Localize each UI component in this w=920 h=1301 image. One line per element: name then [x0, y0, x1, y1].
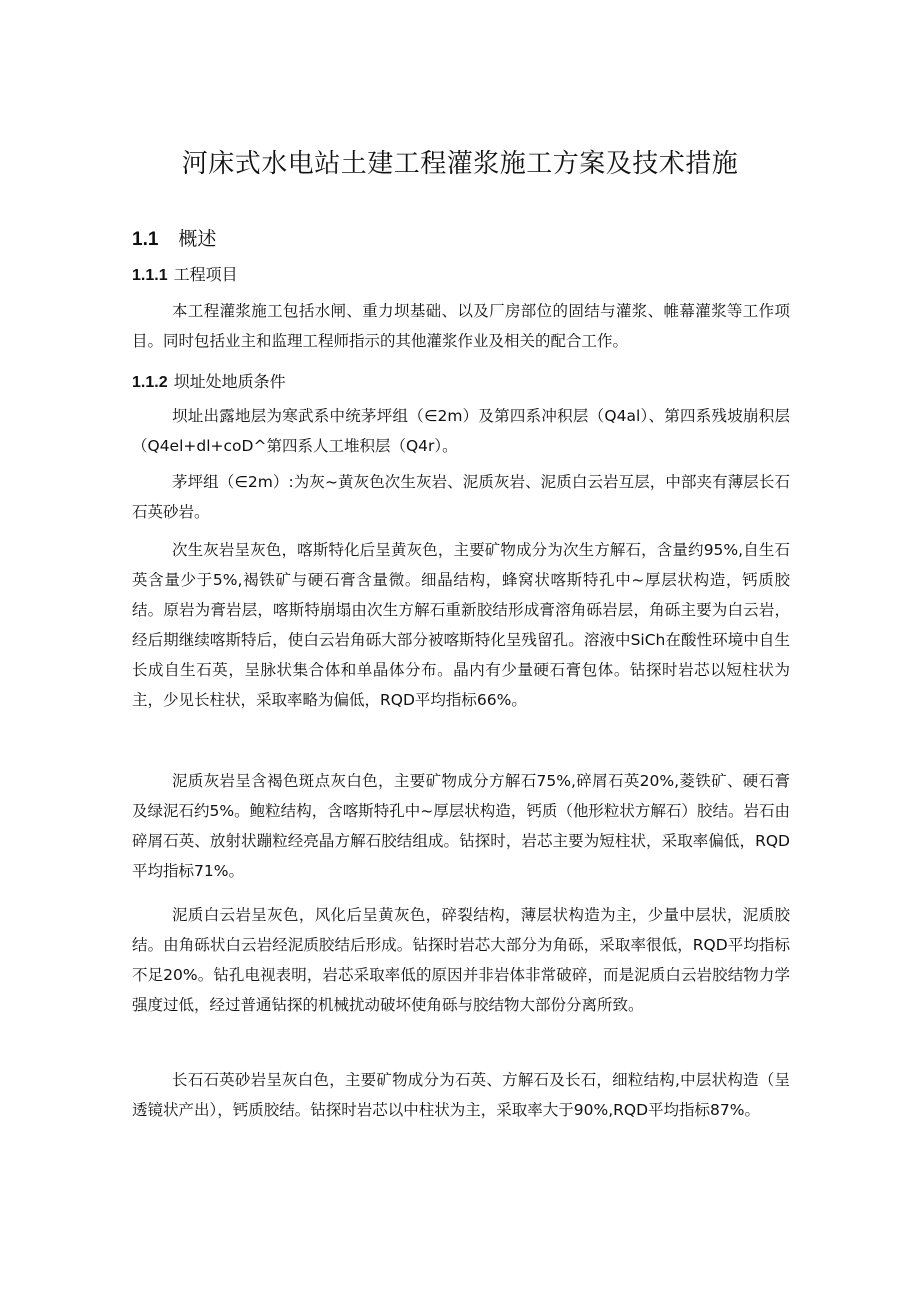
paragraph-argillaceous-limestone: 泥质灰岩呈含褐色斑点灰白色，主要矿物成分方解石75%,碎屑石英20%,菱铁矿、硬石膏及绿泥石约5%。鲍粒结构，含喀斯特孔中~厚层状构造，钙质（他形粒状方解石）胶结。岩石由碎屑石英、放射状蹦粒经亮晶方解石胶结组成。钻探时，岩芯主要为短柱状，采取率偏低，RQD平均指标71%。	[132, 772, 790, 880]
section-heading	[132, 225, 216, 254]
paragraph-feldspar-quartz-sandstone: 长石石英砂岩呈灰白色，主要矿物成分为石英、方解石及长石，细粒结构,中层状构造（呈透镜状产出），钙质胶结。钻探时岩芯以中柱状为主，采取率大于90%,RQD平均指标87%。	[132, 1071, 790, 1119]
paragraph-argillaceous-dolomite: 泥质白云岩呈灰色，风化后呈黄灰色，碎裂结构，薄层状构造为主，少量中层状，泥质胶结。由角砾状白云岩经泥质胶结后形成。钻探时岩芯大部分为角砾，采取率很低，RQD平均指标不足20%。钻孔电视表明，岩芯采取率低的原因并非岩体非常破碎，而是泥质白云岩胶结物力学强度过低，经过普通钻探的机械扰动破坏使角砾与胶结物大部份分离所致。	[132, 906, 790, 1014]
paragraph-project-scope: 本工程灌浆施工包括水闸、重力坝基础、以及厂房部位的固结与灌浆、帷幕灌浆等工作项目。同时包括业主和监理工程师指示的其他灌浆作业及相关的配合工作。	[132, 302, 790, 350]
subsection-title: 工程项目	[173, 265, 238, 284]
subsection-heading-geology	[132, 370, 286, 395]
subsection-number: 1.1.2	[132, 374, 168, 391]
paragraph-maoping-formation: 茅坪组（∈2m）:为灰~黄灰色次生灰岩、泥质灰岩、泥质白云岩互层，中部夹有薄层长石石英砂岩。	[132, 473, 790, 521]
section-number: 1.1	[132, 229, 159, 250]
section-title: 概述	[178, 228, 217, 250]
subsection-heading-project	[132, 263, 238, 288]
document-title: 河床式水电站土建工程灌浆施工方案及技术措施	[181, 149, 739, 179]
subsection-title: 坝址处地质条件	[173, 372, 286, 391]
subsection-number: 1.1.1	[132, 267, 168, 284]
paragraph-strata: 坝址出露地层为寒武系中统茅坪组（∈2m）及第四系冲积层（Q4al）、第四系残坡崩积层（Q4el+dl+coD^第四系人工堆积层（Q4r）。	[132, 407, 790, 455]
paragraph-secondary-limestone: 次生灰岩呈灰色，喀斯特化后呈黄灰色，主要矿物成分为次生方解石，含量约95%,自生石英含量少于5%,褐铁矿与硬石膏含量微。细晶结构，蜂窝状喀斯特孔中~厚层状构造，钙质胶结。原岩为膏岩层，喀斯特崩塌由次生方解石重新胶结形成膏溶角砾岩层，角砾主要为白云岩，经后期继续喀斯特后，使白云岩角砾大部分被喀斯特化呈残留孔。溶液中SiCh在酸性环境中自生长成自生石英，呈脉状集合体和单晶体分布。晶内有少量硬石膏包体。钻探时岩芯以短柱状为主，少见长柱状，采取率略为偏低，RQD平均指标66%。	[132, 541, 790, 709]
